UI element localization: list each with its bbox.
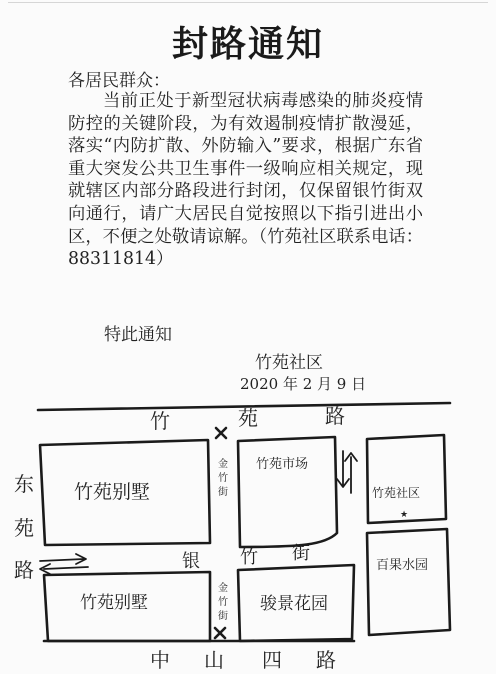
road-label-jinzhu-upper-1: 金	[218, 459, 228, 470]
road-label-jinzhu-lower-1: 金	[218, 583, 228, 594]
road-label-jinzhu-lower-2: 竹	[218, 597, 228, 608]
star-marker: ★	[400, 510, 409, 520]
block-label-villa-north: 竹苑别墅	[74, 481, 151, 503]
closing-line: 特此通知	[104, 325, 172, 345]
road-label-zhongshan-2: 山	[204, 648, 224, 672]
arrow-west-entrance	[40, 554, 88, 574]
road-label-zhuyuan-2: 苑	[238, 406, 258, 430]
closed-marker-south	[215, 628, 225, 638]
road-label-yinzhu-2: 竹	[240, 547, 258, 568]
road-label-yinzhu-3: 街	[292, 543, 310, 564]
road-label-zhongshan-3: 四	[262, 648, 282, 672]
road-label-zhongshan-4: 路	[316, 648, 336, 672]
road-label-dongyuan-1: 东	[14, 472, 34, 496]
block-market	[238, 437, 337, 547]
road-label-dongyuan-2: 苑	[14, 516, 34, 540]
greeting: 各居民群众：	[68, 71, 170, 91]
road-label-jinzhu-lower-3: 街	[218, 611, 228, 622]
closed-marker-north	[216, 428, 226, 438]
road-label-zhongshan-1: 中	[150, 648, 170, 672]
arrow-east-entrance	[337, 451, 357, 493]
road-label-yinzhu-1: 银	[182, 551, 200, 572]
block-label-community: 竹苑社区	[372, 486, 421, 500]
notice-title: 封路通知	[171, 24, 324, 65]
block-label-store: 百果水园	[376, 558, 429, 573]
notice-date: 2020 年 2 月 9 日	[240, 375, 367, 393]
block-label-garden: 骏景花园	[260, 594, 328, 614]
road-label-jinzhu-upper-2: 竹	[218, 473, 228, 484]
road-label-zhuyuan-1: 竹	[150, 409, 170, 433]
signer: 竹苑社区	[255, 353, 323, 373]
block-label-market: 竹苑市场	[256, 457, 309, 472]
road-label-zhuyuan-3: 路	[325, 404, 345, 428]
road-closure-map	[0, 395, 496, 674]
block-store	[367, 529, 450, 635]
scan-edge	[8, 2, 488, 3]
road-label-jinzhu-upper-3: 街	[218, 487, 228, 498]
notice-body: 当前正处于新型冠状病毒感染的肺炎疫情防控的关键阶段，为有效遏制疫情扩散漫延，落实“内防扩散、外防输入”要求，根据广东省重大突发公共卫生事件一级响应相关规定，现就辖区内部分路段进行封闭，仅保留银竹街双向通行，请广大居民自觉按照以下指引进出小区，不便之处敬请谅解。（竹苑社区联系电话：88311814）	[68, 91, 423, 270]
road-label-dongyuan-3: 路	[14, 558, 34, 582]
block-label-villa-south: 竹苑别墅	[80, 593, 148, 613]
